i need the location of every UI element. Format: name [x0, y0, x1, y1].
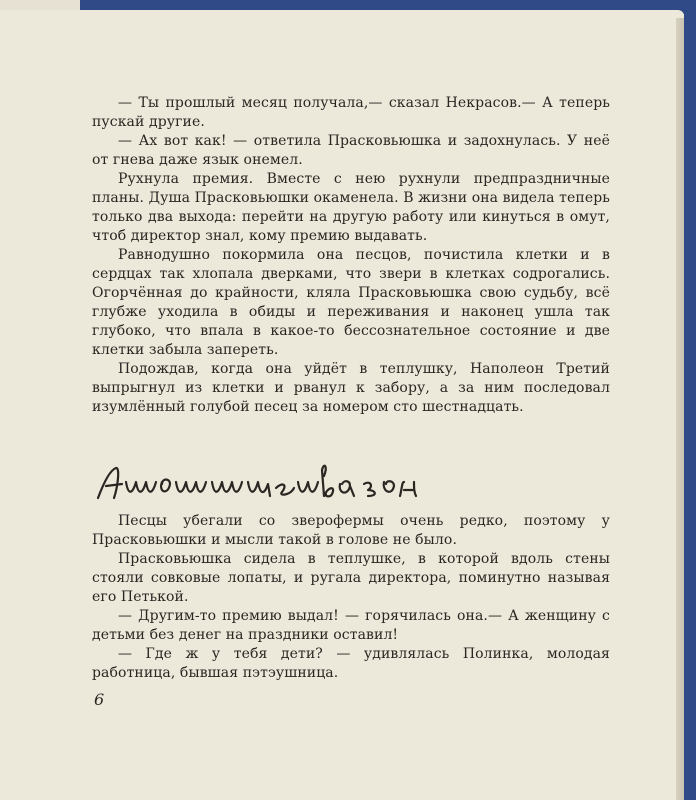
paragraph: — Где ж у тебя дети? — удивлялась Полинка, молодая работница, бывшая пэтэушница.	[92, 646, 610, 681]
page-edge-shadow	[676, 18, 684, 800]
paragraph: — Другим-то премию выдал! — горячилась она.— А женщину с детьми без денег на праздники оставил!	[92, 608, 610, 643]
section-heading	[92, 452, 612, 512]
paragraph: Равнодушно покормила она песцов, почистила клетки и в сердцах так хлопала дверками, что звери в клетках содрогались. Огорчённая до крайности, кляла Прасковьюшка свою судьбу, всё глубже уходила в обиды и переживания и наконец ушла так глубоко, что впала в какое-то бессознательное состояние и две клетки забыла запереть.	[92, 247, 610, 358]
book-cover-right-edge	[684, 0, 696, 800]
paragraph: Подождав, когда она уйдёт в теплушку, Наполеон Третий выпрыгнул из клетки и рванул к забору, а за ним последовал изумлённый голубой песец за номером сто шестнадцать.	[92, 361, 610, 415]
body-text-bottom	[92, 512, 610, 683]
paragraph: Рухнула премия. Вместе с нею рухнули предпраздничные планы. Душа Прасковьюшки окаменела. В жизни она видела теперь только два выхода: перейти на другую работу или кинуться в омут, чтоб директор знал, кому премию выдавать.	[92, 171, 611, 244]
paragraph: — Ты прошлый месяц получала,— сказал Некрасов.— А теперь пускай другие.	[92, 95, 610, 130]
paragraph: — Ах вот как! — ответила Прасковьюшка и задохнулась. У неё от гнева даже язык онемел.	[92, 133, 610, 168]
page-number: 6	[94, 690, 105, 709]
paragraph: Прасковьюшка сидела в теплушке, в которой вдоль стены стояли совковые лопаты, и ругала директора, поминутно называя его Петькой.	[92, 551, 610, 605]
handwritten-heading-graphic	[92, 452, 432, 512]
paragraph: Песцы убегали со зверофермы очень редко, поэтому у Прасковьюшки и мысли такой в голове не было.	[92, 513, 610, 548]
body-text-top	[92, 94, 610, 417]
